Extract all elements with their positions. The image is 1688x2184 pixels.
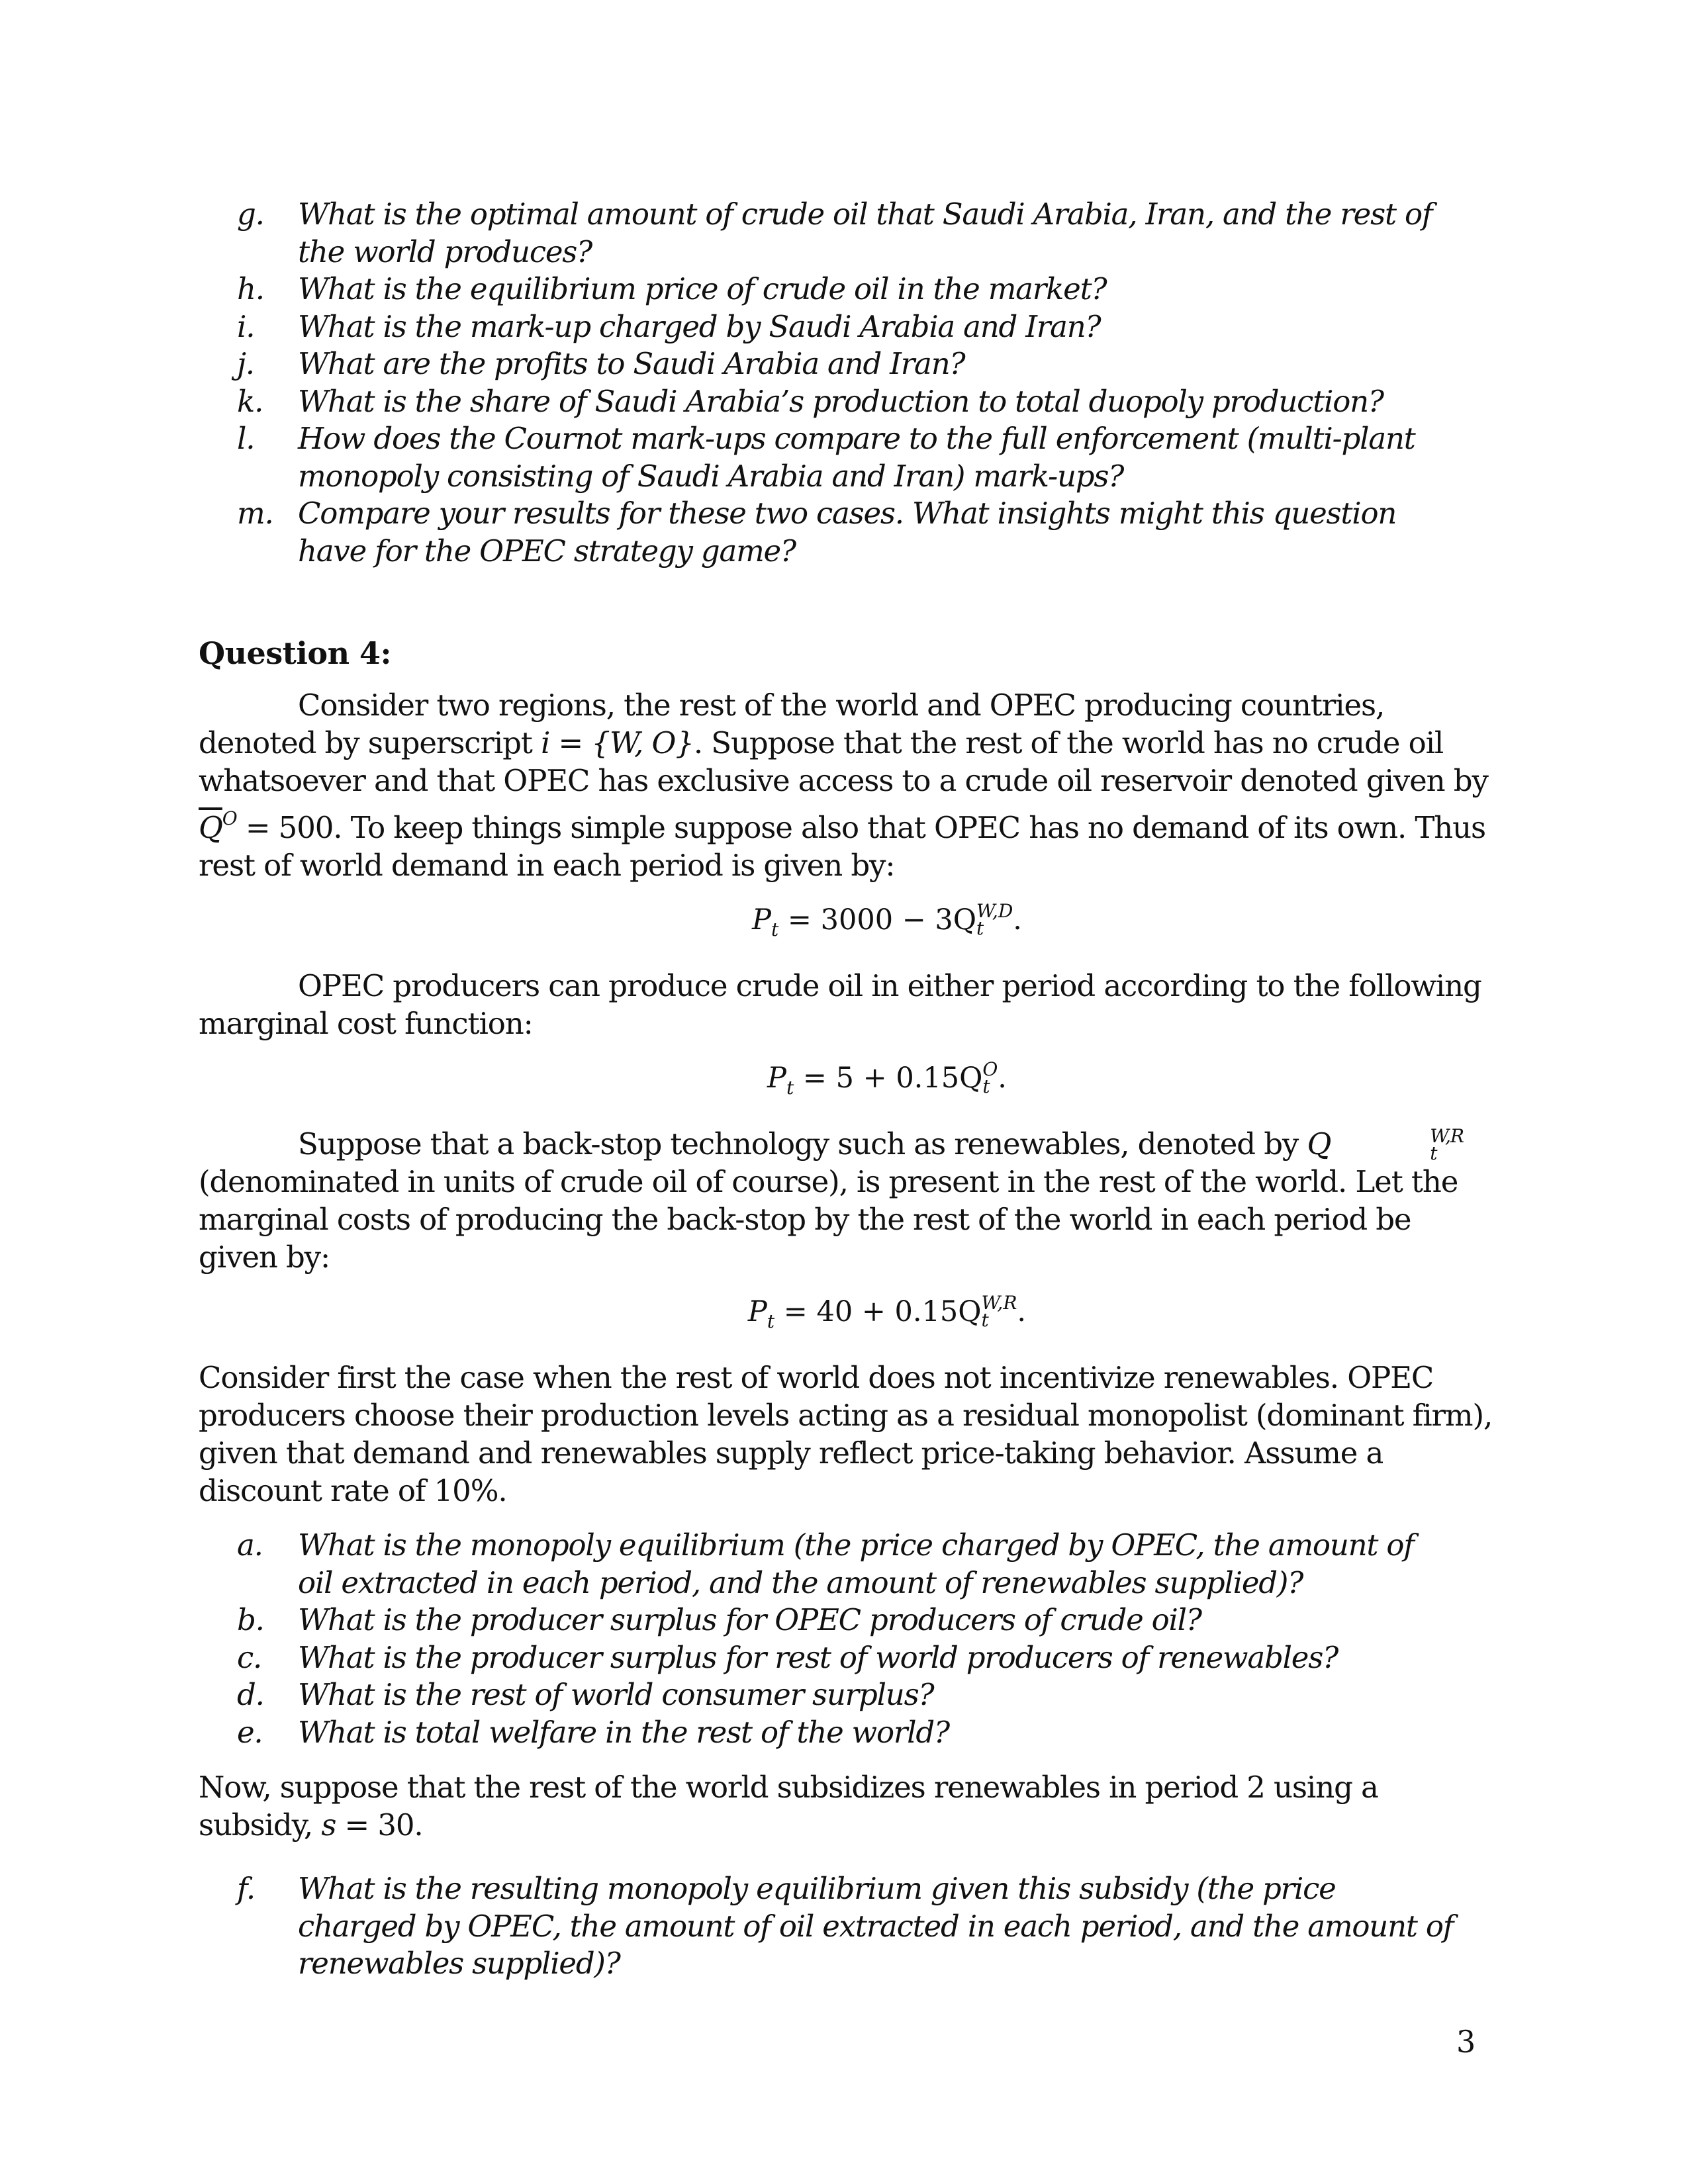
- item-label: g.: [237, 197, 264, 232]
- item-text: What is the producer surplus for OPEC producers of crude oil?: [298, 1602, 1201, 1637]
- intro-text-3: . To keep things simple suppose also that OPEC has no demand of its own. Thus rest of world demand in each period is given by:: [199, 810, 1486, 883]
- item-label: f.: [237, 1871, 255, 1906]
- eq-end: .: [1017, 1295, 1027, 1328]
- eq-q-sub: t: [982, 1075, 990, 1097]
- backstop-paragraph: [199, 1125, 1496, 1276]
- eq-q-sup: O: [982, 1058, 998, 1080]
- item-text: Compare your results for these two cases. What insights might this question have for the OPEC strategy game?: [298, 496, 1397, 569]
- case2-question-list: [199, 1870, 1496, 1983]
- backstop-text-1: Suppose that a back-stop technology such as renewables, denoted by: [298, 1126, 1307, 1161]
- eq-lhs-sub: t: [771, 919, 779, 940]
- item-label: a.: [237, 1527, 263, 1563]
- item-label: h.: [237, 271, 264, 306]
- item-label: i.: [237, 308, 255, 344]
- item-text: What is the rest of world consumer surplus?: [298, 1677, 934, 1712]
- list-item-f: [199, 1870, 1496, 1983]
- eq-lhs: P: [767, 1062, 786, 1095]
- backstop-indices: [1331, 1125, 1464, 1164]
- reservoir-symbol: $\overline{Q}$: [199, 810, 222, 845]
- list-item-m: [199, 495, 1496, 570]
- eq-rhs: = 5 + 0.15Q: [794, 1062, 983, 1095]
- eq-lhs-sub: t: [767, 1310, 775, 1332]
- eq-lhs: P: [747, 1295, 767, 1328]
- list-item-d: [199, 1676, 1496, 1714]
- question-4-intro: [199, 686, 1496, 884]
- item-text: What is total welfare in the rest of the world?: [298, 1714, 949, 1750]
- subsidy-text: Now, suppose that the rest of the world subsidizes renewables in period 2 using a subsidy,: [199, 1770, 1378, 1843]
- item-label: m.: [237, 496, 273, 531]
- document-page: [199, 196, 1496, 1983]
- reservoir-superscript: O: [222, 807, 237, 829]
- backstop-symbol: Q: [1307, 1126, 1331, 1161]
- case1-paragraph: Consider first the case when the rest of world does not incentivize renewables. OPEC producers choose their production levels acting as a residual monopolist (dominant firm), given that demand and renewables supply reflect price-taking behavior. Assume a discount rate of 10%.: [199, 1360, 1493, 1508]
- list-item-e: [199, 1714, 1496, 1752]
- subsidy-paragraph: [199, 1768, 1496, 1844]
- item-text: What is the optimal amount of crude oil that Saudi Arabia, Iran, and the rest of the world produces?: [298, 197, 1432, 269]
- item-text: What are the profits to Saudi Arabia and Iran?: [298, 346, 965, 381]
- backstop-sub: t: [1430, 1142, 1437, 1164]
- page-number: 3: [1456, 2024, 1476, 2060]
- eq-q-sub: t: [976, 917, 984, 939]
- intro-text-1: Consider two regions, the rest of the world and OPEC producing countries, denoted by superscript: [199, 688, 1385, 760]
- item-text: How does the Cournot mark-ups compare to the full enforcement (multi-plant monopoly consisting of Saudi Arabia and Iran) mark-ups?: [298, 421, 1415, 494]
- item-text: What is the resulting monopoly equilibrium given this subsidy (the price charged by OPEC, the amount of oil extracted in each period, and the amount of renewables supplied)?: [298, 1871, 1454, 1981]
- list-item-h: [199, 271, 1496, 308]
- eq-lhs-sub: t: [786, 1077, 794, 1099]
- list-item-g: [199, 196, 1496, 271]
- opec-cost-equation: [199, 1060, 1496, 1107]
- list-item-a: [199, 1527, 1496, 1602]
- eq-q-indices: [976, 900, 1013, 939]
- opec-cost-intro: OPEC producers can produce crude oil in either period according to the following marginal cost function:: [199, 968, 1481, 1041]
- subsidy-value: = 30.: [336, 1807, 423, 1843]
- eq-lhs: P: [752, 903, 771, 936]
- set-expression: i = {W, O}: [541, 725, 694, 760]
- list-item-k: [199, 383, 1496, 421]
- item-label: e.: [237, 1714, 263, 1750]
- backstop-text-2: (denominated in units of crude oil of course), is present in the rest of the world. Let the marginal costs of producing the back-stop by the rest of the world in each period be given by:: [199, 1164, 1458, 1275]
- case1-question-list: [199, 1527, 1496, 1751]
- reservoir-value: = 500: [236, 810, 334, 845]
- list-item-b: [199, 1602, 1496, 1639]
- subsidy-symbol: s: [321, 1807, 336, 1843]
- item-label: b.: [237, 1602, 264, 1637]
- item-text: What is the producer surplus for rest of world producers of renewables?: [298, 1639, 1338, 1675]
- item-text: What is the mark-up charged by Saudi Arabia and Iran?: [298, 308, 1101, 344]
- previous-question-list: [199, 196, 1496, 570]
- intro-text-2: . Suppose that the rest of the world has no crude oil whatsoever and that OPEC has exclusive access to a crude oil reservoir denoted given by: [199, 725, 1488, 798]
- eq-q-sup: W,R: [981, 1292, 1017, 1314]
- item-label: j.: [237, 346, 254, 381]
- item-label: d.: [237, 1677, 264, 1712]
- item-text: What is the equilibrium price of crude oil in the market?: [298, 271, 1107, 306]
- list-item-c: [199, 1639, 1496, 1677]
- list-item-l: [199, 420, 1496, 495]
- eq-q-indices: [981, 1292, 1017, 1331]
- eq-end: .: [1013, 903, 1022, 936]
- demand-equation: [199, 901, 1496, 948]
- eq-rhs: = 3000 − 3Q: [778, 903, 977, 936]
- backstop-sup: W,R: [1430, 1125, 1464, 1147]
- eq-rhs: = 40 + 0.15Q: [774, 1295, 982, 1328]
- eq-end: .: [998, 1062, 1007, 1095]
- eq-q-sup: W,D: [976, 900, 1013, 922]
- item-label: k.: [237, 383, 263, 419]
- list-item-i: [199, 308, 1496, 346]
- backstop-cost-equation: [199, 1293, 1496, 1340]
- item-label: l.: [237, 421, 255, 456]
- list-item-j: [199, 345, 1496, 383]
- question-4-heading: Question 4:: [199, 635, 392, 671]
- eq-q-sub: t: [981, 1309, 989, 1331]
- item-label: c.: [237, 1639, 262, 1675]
- item-text: What is the share of Saudi Arabia’s production to total duopoly production?: [298, 383, 1383, 419]
- eq-q-indices: [982, 1058, 998, 1097]
- item-text: What is the monopoly equilibrium (the price charged by OPEC, the amount of oil extracted in each period, and the amount of renewables supplied)?: [298, 1527, 1414, 1600]
